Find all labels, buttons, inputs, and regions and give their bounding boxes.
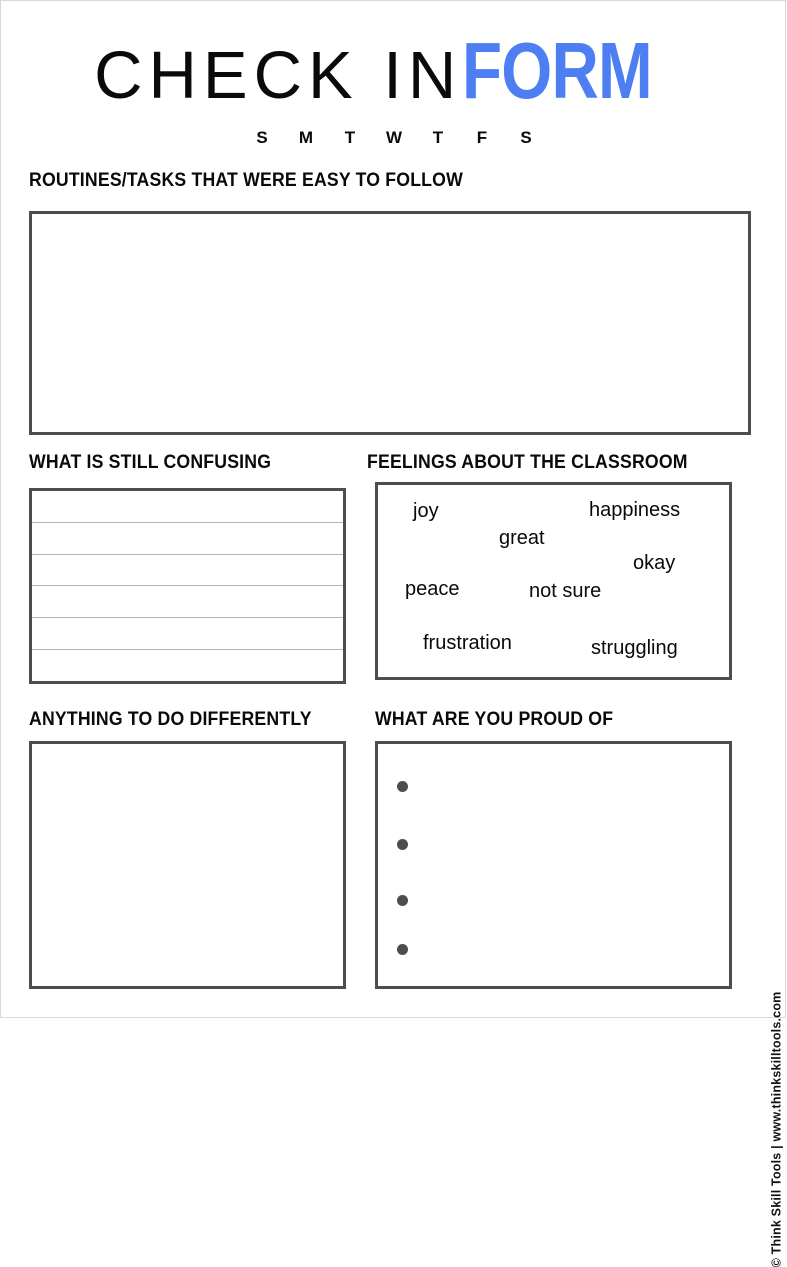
feeling-option-peace[interactable]: peace xyxy=(405,578,460,600)
rule-line[interactable] xyxy=(32,523,343,555)
day-letter-monday[interactable]: M xyxy=(298,128,314,147)
feeling-option-great[interactable]: great xyxy=(499,527,545,549)
day-letter-sunday[interactable]: S xyxy=(256,128,268,147)
heading-feelings: FEELINGS ABOUT THE CLASSROOM xyxy=(367,452,688,473)
rule-line[interactable] xyxy=(32,618,343,650)
proud-bullet-dot xyxy=(397,895,408,906)
page-title-plain: CHECK IN xyxy=(94,38,463,113)
rule-line[interactable] xyxy=(32,650,343,681)
page-title xyxy=(1,26,787,115)
feeling-option-frustration[interactable]: frustration xyxy=(423,632,512,654)
rule-line[interactable] xyxy=(32,555,343,587)
rule-line[interactable] xyxy=(32,586,343,618)
differently-answer-box[interactable] xyxy=(29,741,346,989)
feeling-option-not-sure[interactable]: not sure xyxy=(529,580,602,602)
feeling-option-happiness[interactable]: happiness xyxy=(589,499,681,521)
day-letter-thursday[interactable]: T xyxy=(432,128,444,147)
confusing-answer-box[interactable] xyxy=(29,488,346,684)
heading-proud: WHAT ARE YOU PROUD OF xyxy=(375,709,614,730)
rule-line[interactable] xyxy=(32,491,343,523)
day-letter-friday[interactable]: F xyxy=(476,128,488,147)
routines-answer-box[interactable] xyxy=(29,211,751,435)
heading-routines: ROUTINES/TASKS THAT WERE EASY TO FOLLOW xyxy=(29,170,463,191)
heading-differently: ANYTHING TO DO DIFFERENTLY xyxy=(29,709,312,730)
proud-bullet-dot xyxy=(397,944,408,955)
day-of-week-row xyxy=(1,129,787,147)
day-letter-saturday[interactable]: S xyxy=(520,128,532,147)
feeling-option-struggling[interactable]: struggling xyxy=(591,637,678,659)
footer-credit: © Think Skill Tools | www.thinkskilltools.com xyxy=(769,991,784,1267)
ruled-lines xyxy=(32,491,343,681)
heading-confusing: WHAT IS STILL CONFUSING xyxy=(29,452,272,473)
proud-bullet-dot xyxy=(397,839,408,850)
feeling-option-joy[interactable]: joy xyxy=(413,500,439,522)
day-letter-wednesday[interactable]: W xyxy=(385,128,403,147)
feeling-option-okay[interactable]: okay xyxy=(633,552,676,574)
day-letter-tuesday[interactable]: T xyxy=(344,128,356,147)
page-title-accent: FORM xyxy=(462,26,653,115)
proud-bullet-dot xyxy=(397,781,408,792)
proud-answer-box[interactable] xyxy=(375,741,732,989)
